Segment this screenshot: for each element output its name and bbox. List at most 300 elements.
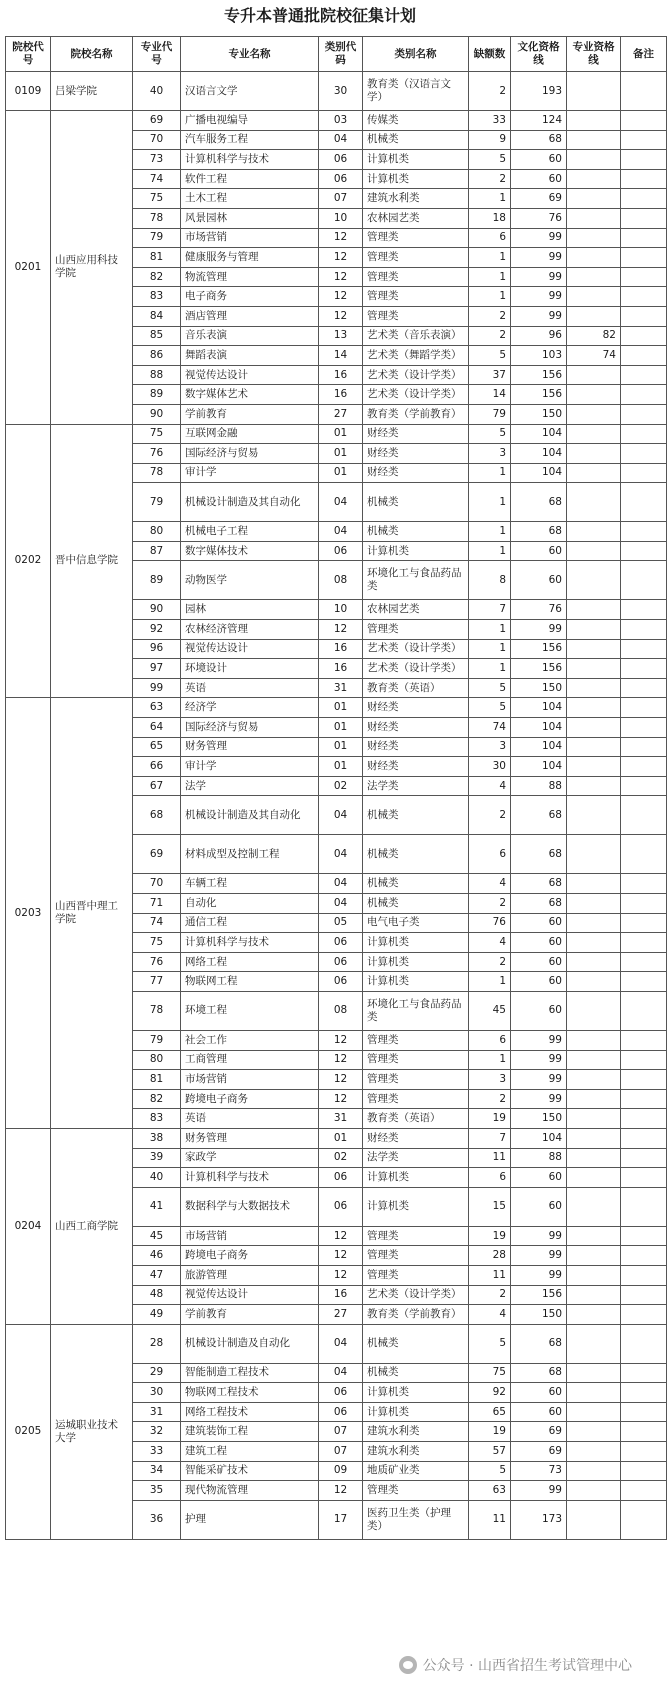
vacancies-cell: 5 [469, 678, 511, 698]
category-name-cell: 机械类 [363, 1324, 469, 1363]
vacancies-cell: 74 [469, 718, 511, 738]
major-code-cell: 97 [133, 659, 181, 679]
culture-score-cell: 124 [511, 111, 567, 131]
category-name-cell: 计算机类 [363, 1187, 469, 1226]
vacancies-cell: 5 [469, 698, 511, 718]
major-code-cell: 69 [133, 111, 181, 131]
culture-score-cell: 60 [511, 1383, 567, 1403]
school-code-cell: 0204 [6, 1128, 51, 1324]
major-name-cell: 环境设计 [181, 659, 319, 679]
culture-score-cell: 68 [511, 796, 567, 835]
category-code-cell: 16 [319, 659, 363, 679]
culture-score-cell: 60 [511, 1187, 567, 1226]
category-code-cell: 01 [319, 1128, 363, 1148]
major-code-cell: 47 [133, 1265, 181, 1285]
remarks-cell [621, 776, 667, 796]
vacancies-cell: 6 [469, 1168, 511, 1188]
major-name-cell: 机械设计制造及其自动化 [181, 483, 319, 522]
major-score-cell [567, 1226, 621, 1246]
category-code-cell: 04 [319, 894, 363, 914]
major-code-cell: 65 [133, 737, 181, 757]
remarks-cell [621, 463, 667, 483]
major-code-cell: 49 [133, 1305, 181, 1325]
category-code-cell: 31 [319, 1109, 363, 1129]
major-name-cell: 计算机科学与技术 [181, 933, 319, 953]
major-name-cell: 法学 [181, 776, 319, 796]
category-name-cell: 机械类 [363, 1363, 469, 1383]
major-score-cell [567, 1324, 621, 1363]
culture-score-cell: 60 [511, 913, 567, 933]
category-code-cell: 12 [319, 1246, 363, 1266]
vacancies-cell: 4 [469, 1305, 511, 1325]
major-name-cell: 智能制造工程技术 [181, 1363, 319, 1383]
major-score-cell [567, 150, 621, 170]
major-code-cell: 79 [133, 1030, 181, 1050]
wechat-icon [399, 1656, 417, 1674]
category-code-cell: 12 [319, 1481, 363, 1501]
category-code-cell: 01 [319, 737, 363, 757]
header-major-score: 专业资格线 [567, 37, 621, 72]
culture-score-cell: 99 [511, 1246, 567, 1266]
category-code-cell: 31 [319, 678, 363, 698]
watermark [399, 1655, 632, 1675]
major-score-cell [567, 933, 621, 953]
culture-score-cell: 156 [511, 365, 567, 385]
major-name-cell: 审计学 [181, 463, 319, 483]
major-name-cell: 社会工作 [181, 1030, 319, 1050]
vacancies-cell: 3 [469, 444, 511, 464]
vacancies-cell: 2 [469, 169, 511, 189]
remarks-cell [621, 1265, 667, 1285]
major-name-cell: 环境工程 [181, 991, 319, 1030]
major-name-cell: 国际经济与贸易 [181, 718, 319, 738]
remarks-cell [621, 737, 667, 757]
category-code-cell: 16 [319, 639, 363, 659]
major-code-cell: 38 [133, 1128, 181, 1148]
category-name-cell: 财经类 [363, 718, 469, 738]
vacancies-cell: 28 [469, 1246, 511, 1266]
vacancies-cell: 1 [469, 541, 511, 561]
major-score-cell [567, 541, 621, 561]
vacancies-cell: 11 [469, 1148, 511, 1168]
header-major-code: 专业代号 [133, 37, 181, 72]
vacancies-cell: 18 [469, 208, 511, 228]
category-code-cell: 04 [319, 130, 363, 150]
remarks-cell [621, 169, 667, 189]
category-code-cell: 27 [319, 1305, 363, 1325]
culture-score-cell: 99 [511, 1070, 567, 1090]
category-code-cell: 08 [319, 991, 363, 1030]
major-score-cell [567, 835, 621, 874]
category-name-cell: 机械类 [363, 522, 469, 542]
remarks-cell [621, 228, 667, 248]
culture-score-cell: 156 [511, 1285, 567, 1305]
culture-score-cell: 76 [511, 208, 567, 228]
major-name-cell: 视觉传达设计 [181, 365, 319, 385]
major-code-cell: 70 [133, 130, 181, 150]
major-name-cell: 旅游管理 [181, 1265, 319, 1285]
remarks-cell [621, 522, 667, 542]
vacancies-cell: 4 [469, 874, 511, 894]
major-score-cell [567, 1461, 621, 1481]
major-score-cell [567, 1050, 621, 1070]
major-name-cell: 计算机科学与技术 [181, 150, 319, 170]
category-name-cell: 机械类 [363, 894, 469, 914]
major-code-cell: 76 [133, 444, 181, 464]
major-name-cell: 建筑工程 [181, 1442, 319, 1462]
culture-score-cell: 60 [511, 933, 567, 953]
header-category-name: 类别名称 [363, 37, 469, 72]
major-name-cell: 材料成型及控制工程 [181, 835, 319, 874]
vacancies-cell: 2 [469, 894, 511, 914]
major-score-cell [567, 1402, 621, 1422]
vacancies-cell: 3 [469, 1070, 511, 1090]
remarks-cell [621, 404, 667, 424]
major-score-cell [567, 972, 621, 992]
culture-score-cell: 156 [511, 659, 567, 679]
category-code-cell: 06 [319, 1168, 363, 1188]
major-score-cell [567, 463, 621, 483]
vacancies-cell: 7 [469, 600, 511, 620]
major-score-cell [567, 1109, 621, 1129]
vacancies-cell: 1 [469, 463, 511, 483]
category-code-cell: 01 [319, 444, 363, 464]
remarks-cell [621, 346, 667, 366]
culture-score-cell: 150 [511, 404, 567, 424]
category-code-cell: 02 [319, 1148, 363, 1168]
culture-score-cell: 150 [511, 1109, 567, 1129]
major-code-cell: 77 [133, 972, 181, 992]
remarks-cell [621, 1324, 667, 1363]
vacancies-cell: 11 [469, 1265, 511, 1285]
remarks-cell [621, 1246, 667, 1266]
major-name-cell: 市场营销 [181, 228, 319, 248]
major-code-cell: 48 [133, 1285, 181, 1305]
major-code-cell: 35 [133, 1481, 181, 1501]
category-name-cell: 艺术类（设计学类） [363, 365, 469, 385]
category-name-cell: 建筑水利类 [363, 1422, 469, 1442]
category-name-cell: 艺术类（舞蹈学类） [363, 346, 469, 366]
category-code-cell: 08 [319, 561, 363, 600]
culture-score-cell: 173 [511, 1500, 567, 1539]
category-code-cell: 03 [319, 111, 363, 131]
category-name-cell: 建筑水利类 [363, 1442, 469, 1462]
remarks-cell [621, 1168, 667, 1188]
major-name-cell: 英语 [181, 678, 319, 698]
category-code-cell: 01 [319, 718, 363, 738]
category-code-cell: 05 [319, 913, 363, 933]
category-name-cell: 教育类（英语） [363, 1109, 469, 1129]
remarks-cell [621, 1128, 667, 1148]
major-name-cell: 通信工程 [181, 913, 319, 933]
remarks-cell [621, 1030, 667, 1050]
culture-score-cell: 68 [511, 483, 567, 522]
remarks-cell [621, 150, 667, 170]
major-name-cell: 车辆工程 [181, 874, 319, 894]
vacancies-cell: 37 [469, 365, 511, 385]
category-code-cell: 04 [319, 1324, 363, 1363]
category-code-cell: 04 [319, 835, 363, 874]
culture-score-cell: 104 [511, 463, 567, 483]
major-score-cell [567, 1422, 621, 1442]
category-name-cell: 财经类 [363, 424, 469, 444]
major-code-cell: 74 [133, 913, 181, 933]
major-score-cell [567, 1363, 621, 1383]
major-name-cell: 机械设计制造及自动化 [181, 1324, 319, 1363]
major-score-cell [567, 1187, 621, 1226]
category-code-cell: 10 [319, 208, 363, 228]
major-score-cell [567, 1089, 621, 1109]
major-code-cell: 92 [133, 620, 181, 640]
remarks-cell [621, 1500, 667, 1539]
major-code-cell: 46 [133, 1246, 181, 1266]
header-culture-score: 文化资格线 [511, 37, 567, 72]
major-score-cell [567, 718, 621, 738]
category-name-cell: 计算机类 [363, 1402, 469, 1422]
table-row [6, 698, 667, 718]
major-name-cell: 建筑装饰工程 [181, 1422, 319, 1442]
major-code-cell: 82 [133, 267, 181, 287]
category-name-cell: 管理类 [363, 620, 469, 640]
vacancies-cell: 2 [469, 1285, 511, 1305]
major-score-cell [567, 1128, 621, 1148]
vacancies-cell: 5 [469, 346, 511, 366]
school-name-cell: 运城职业技术大学 [51, 1324, 133, 1539]
culture-score-cell: 88 [511, 1148, 567, 1168]
category-code-cell: 02 [319, 776, 363, 796]
culture-score-cell: 69 [511, 189, 567, 209]
major-score-cell [567, 111, 621, 131]
culture-score-cell: 60 [511, 1402, 567, 1422]
category-name-cell: 教育类（学前教育） [363, 404, 469, 424]
major-score-cell [567, 248, 621, 268]
major-name-cell: 机械电子工程 [181, 522, 319, 542]
category-name-cell: 财经类 [363, 698, 469, 718]
header-school-code: 院校代号 [6, 37, 51, 72]
major-code-cell: 66 [133, 757, 181, 777]
vacancies-cell: 1 [469, 659, 511, 679]
category-name-cell: 建筑水利类 [363, 189, 469, 209]
culture-score-cell: 104 [511, 1128, 567, 1148]
category-code-cell: 12 [319, 1050, 363, 1070]
major-name-cell: 数字媒体艺术 [181, 385, 319, 405]
category-name-cell: 法学类 [363, 1148, 469, 1168]
culture-score-cell: 60 [511, 972, 567, 992]
major-name-cell: 学前教育 [181, 404, 319, 424]
major-code-cell: 30 [133, 1383, 181, 1403]
major-score-cell [567, 169, 621, 189]
major-score-cell [567, 189, 621, 209]
category-name-cell: 财经类 [363, 757, 469, 777]
category-name-cell: 管理类 [363, 1089, 469, 1109]
category-name-cell: 管理类 [363, 1070, 469, 1090]
major-score-cell [567, 952, 621, 972]
culture-score-cell: 60 [511, 561, 567, 600]
major-score-cell [567, 561, 621, 600]
category-name-cell: 管理类 [363, 267, 469, 287]
major-code-cell: 31 [133, 1402, 181, 1422]
major-score-cell [567, 267, 621, 287]
major-name-cell: 自动化 [181, 894, 319, 914]
category-name-cell: 机械类 [363, 835, 469, 874]
remarks-cell [621, 483, 667, 522]
major-name-cell: 汽车服务工程 [181, 130, 319, 150]
category-name-cell: 电气电子类 [363, 913, 469, 933]
table-row [6, 1128, 667, 1148]
category-code-cell: 07 [319, 189, 363, 209]
vacancies-cell: 3 [469, 737, 511, 757]
category-code-cell: 17 [319, 1500, 363, 1539]
category-name-cell: 财经类 [363, 444, 469, 464]
remarks-cell [621, 600, 667, 620]
category-code-cell: 01 [319, 698, 363, 718]
category-name-cell: 管理类 [363, 306, 469, 326]
category-name-cell: 计算机类 [363, 541, 469, 561]
culture-score-cell: 104 [511, 444, 567, 464]
culture-score-cell: 156 [511, 639, 567, 659]
vacancies-cell: 2 [469, 326, 511, 346]
major-name-cell: 汉语言文学 [181, 72, 319, 111]
category-name-cell: 计算机类 [363, 952, 469, 972]
major-score-cell [567, 698, 621, 718]
category-code-cell: 07 [319, 1442, 363, 1462]
culture-score-cell: 99 [511, 287, 567, 307]
remarks-cell [621, 267, 667, 287]
major-code-cell: 89 [133, 561, 181, 600]
major-code-cell: 81 [133, 1070, 181, 1090]
culture-score-cell: 99 [511, 306, 567, 326]
category-code-cell: 12 [319, 1030, 363, 1050]
school-code-cell: 0201 [6, 111, 51, 425]
culture-score-cell: 68 [511, 522, 567, 542]
major-code-cell: 45 [133, 1226, 181, 1246]
category-name-cell: 计算机类 [363, 150, 469, 170]
major-name-cell: 物流管理 [181, 267, 319, 287]
major-name-cell: 跨境电子商务 [181, 1089, 319, 1109]
major-code-cell: 86 [133, 346, 181, 366]
culture-score-cell: 60 [511, 991, 567, 1030]
category-name-cell: 财经类 [363, 737, 469, 757]
school-code-cell: 0203 [6, 698, 51, 1129]
major-code-cell: 79 [133, 228, 181, 248]
remarks-cell [621, 718, 667, 738]
header-school-name: 院校名称 [51, 37, 133, 72]
category-name-cell: 管理类 [363, 228, 469, 248]
major-code-cell: 75 [133, 933, 181, 953]
vacancies-cell: 1 [469, 1050, 511, 1070]
major-score-cell [567, 1442, 621, 1462]
major-score-cell: 74 [567, 346, 621, 366]
major-score-cell [567, 228, 621, 248]
category-name-cell: 机械类 [363, 483, 469, 522]
vacancies-cell: 5 [469, 1461, 511, 1481]
category-code-cell: 01 [319, 424, 363, 444]
category-code-cell: 12 [319, 248, 363, 268]
remarks-cell [621, 835, 667, 874]
major-code-cell: 39 [133, 1148, 181, 1168]
major-code-cell: 36 [133, 1500, 181, 1539]
culture-score-cell: 150 [511, 678, 567, 698]
major-score-cell [567, 1500, 621, 1539]
culture-score-cell: 76 [511, 600, 567, 620]
major-name-cell: 电子商务 [181, 287, 319, 307]
remarks-cell [621, 1383, 667, 1403]
major-code-cell: 29 [133, 1363, 181, 1383]
culture-score-cell: 99 [511, 1089, 567, 1109]
major-name-cell: 财务管理 [181, 737, 319, 757]
category-name-cell: 管理类 [363, 1246, 469, 1266]
major-name-cell: 现代物流管理 [181, 1481, 319, 1501]
vacancies-cell: 6 [469, 1030, 511, 1050]
major-score-cell [567, 639, 621, 659]
vacancies-cell: 5 [469, 424, 511, 444]
remarks-cell [621, 306, 667, 326]
culture-score-cell: 68 [511, 130, 567, 150]
remarks-cell [621, 287, 667, 307]
major-code-cell: 79 [133, 483, 181, 522]
culture-score-cell: 60 [511, 169, 567, 189]
remarks-cell [621, 111, 667, 131]
remarks-cell [621, 991, 667, 1030]
remarks-cell [621, 1109, 667, 1129]
major-code-cell: 41 [133, 1187, 181, 1226]
category-name-cell: 管理类 [363, 248, 469, 268]
table-row [6, 72, 667, 111]
remarks-cell [621, 639, 667, 659]
major-code-cell: 82 [133, 1089, 181, 1109]
category-name-cell: 计算机类 [363, 169, 469, 189]
remarks-cell [621, 365, 667, 385]
category-name-cell: 法学类 [363, 776, 469, 796]
vacancies-cell: 65 [469, 1402, 511, 1422]
major-code-cell: 75 [133, 424, 181, 444]
watermark-text: 公众号 · 山西省招生考试管理中心 [422, 1658, 632, 1674]
culture-score-cell: 156 [511, 385, 567, 405]
vacancies-cell: 11 [469, 1500, 511, 1539]
vacancies-cell: 1 [469, 639, 511, 659]
major-name-cell: 音乐表演 [181, 326, 319, 346]
major-score-cell [567, 365, 621, 385]
culture-score-cell: 104 [511, 698, 567, 718]
major-score-cell [567, 483, 621, 522]
major-score-cell [567, 620, 621, 640]
vacancies-cell: 4 [469, 776, 511, 796]
major-score-cell [567, 737, 621, 757]
major-code-cell: 99 [133, 678, 181, 698]
major-name-cell: 护理 [181, 1500, 319, 1539]
major-name-cell: 物联网工程技术 [181, 1383, 319, 1403]
major-score-cell [567, 913, 621, 933]
major-score-cell [567, 1030, 621, 1050]
major-score-cell [567, 659, 621, 679]
major-score-cell [567, 894, 621, 914]
major-score-cell [567, 522, 621, 542]
school-name-cell: 山西晋中理工学院 [51, 698, 133, 1129]
category-name-cell: 地质矿业类 [363, 1461, 469, 1481]
category-code-cell: 12 [319, 1265, 363, 1285]
vacancies-cell: 1 [469, 248, 511, 268]
category-code-cell: 04 [319, 483, 363, 522]
major-name-cell: 广播电视编导 [181, 111, 319, 131]
remarks-cell [621, 874, 667, 894]
vacancies-cell: 6 [469, 835, 511, 874]
category-name-cell: 管理类 [363, 1481, 469, 1501]
category-name-cell: 教育类（英语） [363, 678, 469, 698]
remarks-cell [621, 189, 667, 209]
vacancies-cell: 2 [469, 306, 511, 326]
culture-score-cell: 150 [511, 1305, 567, 1325]
major-code-cell: 80 [133, 1050, 181, 1070]
